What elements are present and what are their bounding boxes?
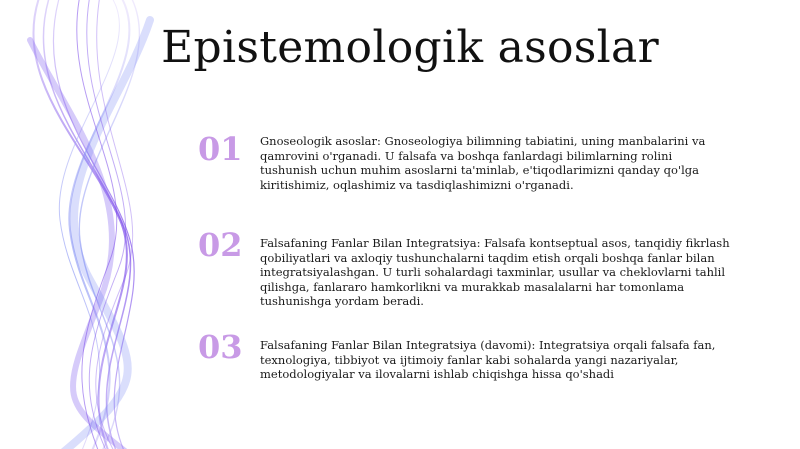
list-item [198, 130, 758, 192]
item-number: 01 [198, 130, 243, 168]
slide-title: Epistemologik asoslar [161, 22, 659, 73]
item-number: 03 [198, 328, 243, 366]
item-text: Gnoseologik asoslar: Gnoseologiya bilimning tabiatini, uning manbalarini va qamrovini o'rganadi. U falsafa va boshqa fanlardagi bilimlarning rolini tushunish uchun muhim asoslarni ta'minlab, e'tiqodlarimizni qanday qo'lga kiritishimiz, oqlashimiz va tasdiqlashimizni o'rganadi. [260, 134, 706, 192]
item-text: Falsafaning Fanlar Bilan Integratsiya (davomi): Integratsiya orqali falsafa fan, texnologiya, tibbiyot va ijtimoiy fanlar kabi sohalarda yangi nazariyalar, metodologiyalar va ilovalarni ishlab chiqishga hissa qo'shadi [260, 338, 716, 382]
item-number: 02 [198, 226, 243, 264]
list-item [198, 328, 758, 382]
list-item [198, 226, 758, 309]
item-text: Falsafaning Fanlar Bilan Integratsiya: Falsafa kontseptual asos, tanqidiy fikrlash qobiliyatlari va axloqiy tushunchalarni taqdim etish orqali boshqa fanlar bilan integratsiyalashgan. U turli sohalardagi taxminlar, usullar va cheklovlarni tahlil qilishga, fanlararo hamkorlikni va murakkab masalalarni har tomonlama tushunishga yordam beradi. [260, 236, 730, 309]
